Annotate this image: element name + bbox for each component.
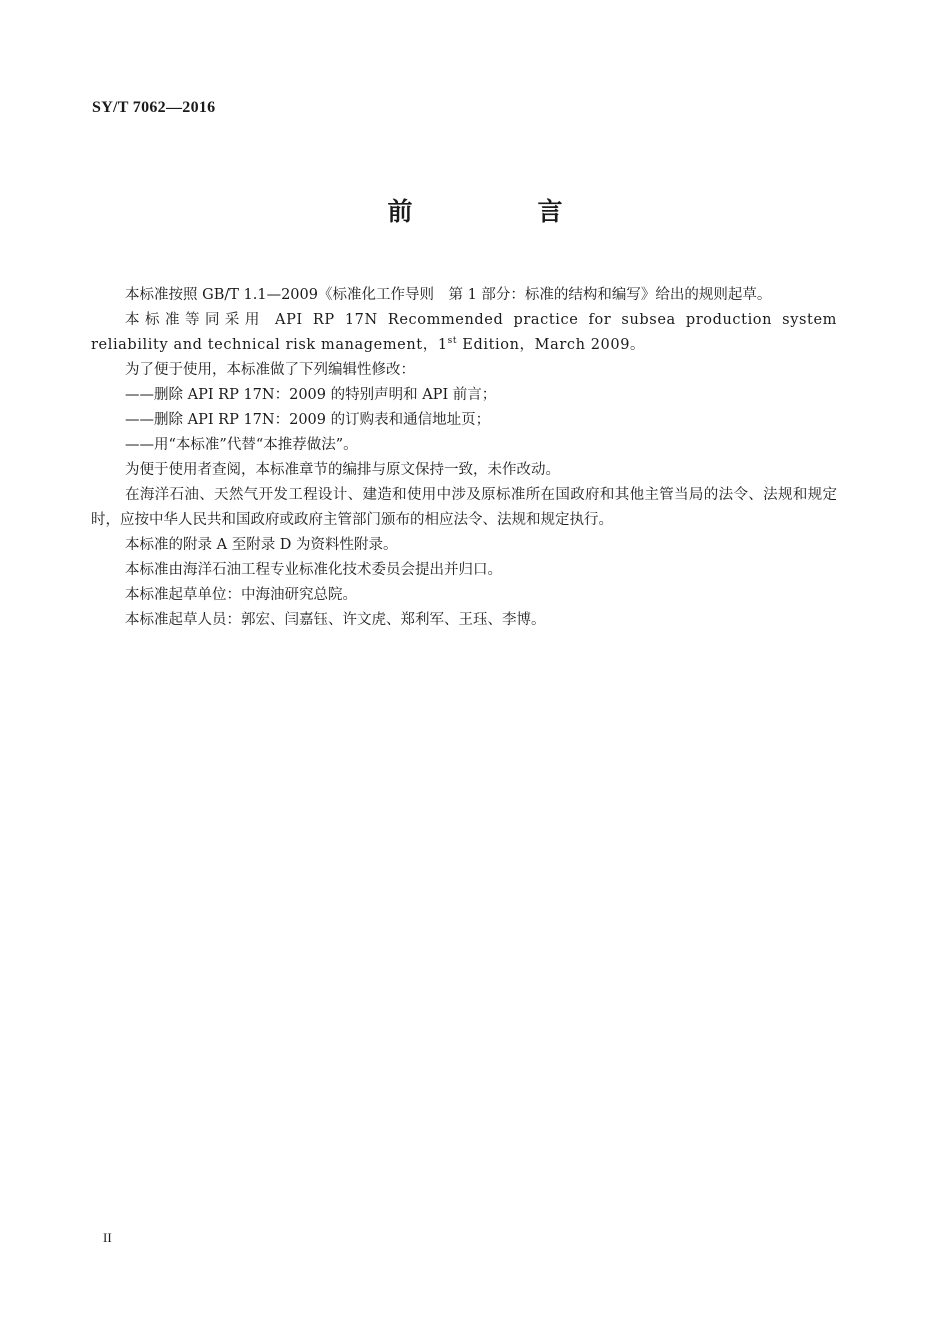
- paragraph-drafters: 本标准起草人员：郭宏、闫嘉钰、许文虎、郑利军、王珏、李博。: [125, 612, 546, 628]
- list-item-edit-2: ——删除 API RP 17N：2009 的订购表和通信地址页；: [125, 412, 491, 428]
- standard-code: SY/T 7062—2016: [92, 99, 216, 116]
- list-item-edit-1: ——删除 API RP 17N：2009 的特别声明和 API 前言；: [125, 387, 497, 403]
- edition-superscript: st: [447, 336, 458, 347]
- adoption-text: 本标准等同采用 API RP 17N Recommended practice for subsea production system reliability and technical risk management，1: [91, 312, 837, 353]
- paragraph-adoption: [91, 308, 837, 358]
- paragraph-chapter-layout: 为便于使用者查阅，本标准章节的编排与原文保持一致，未作改动。: [125, 462, 560, 478]
- page-number: II: [103, 1230, 112, 1245]
- paragraph-drafting-rules: 本标准按照 GB/T 1.1—2009《标准化工作导则 第 1 部分：标准的结构和编写》给出的规则起草。: [125, 287, 772, 303]
- paragraph-drafting-unit: 本标准起草单位：中海油研究总院。: [125, 587, 357, 603]
- page-title: 前 言: [387, 197, 613, 226]
- paragraph-edits-intro: 为了便于使用，本标准做了下列编辑性修改：: [125, 362, 415, 378]
- list-item-edit-3: ——用“本标准”代替“本推荐做法”。: [125, 437, 358, 453]
- paragraph-regulations: 在海洋石油、天然气开发工程设计、建造和使用中涉及原标准所在国政府和其他主管当局的法令、法规和规定时，应按中华人民共和国政府或政府主管部门颁布的相应法令、法规和规定执行。: [91, 487, 837, 528]
- foreword-body: [91, 283, 837, 633]
- paragraph-committee: 本标准由海洋石油工程专业标准化技术委员会提出并归口。: [125, 562, 502, 578]
- edition-text: Edition，March 2009。: [457, 337, 646, 353]
- paragraph-annexes: 本标准的附录 A 至附录 D 为资料性附录。: [125, 537, 398, 553]
